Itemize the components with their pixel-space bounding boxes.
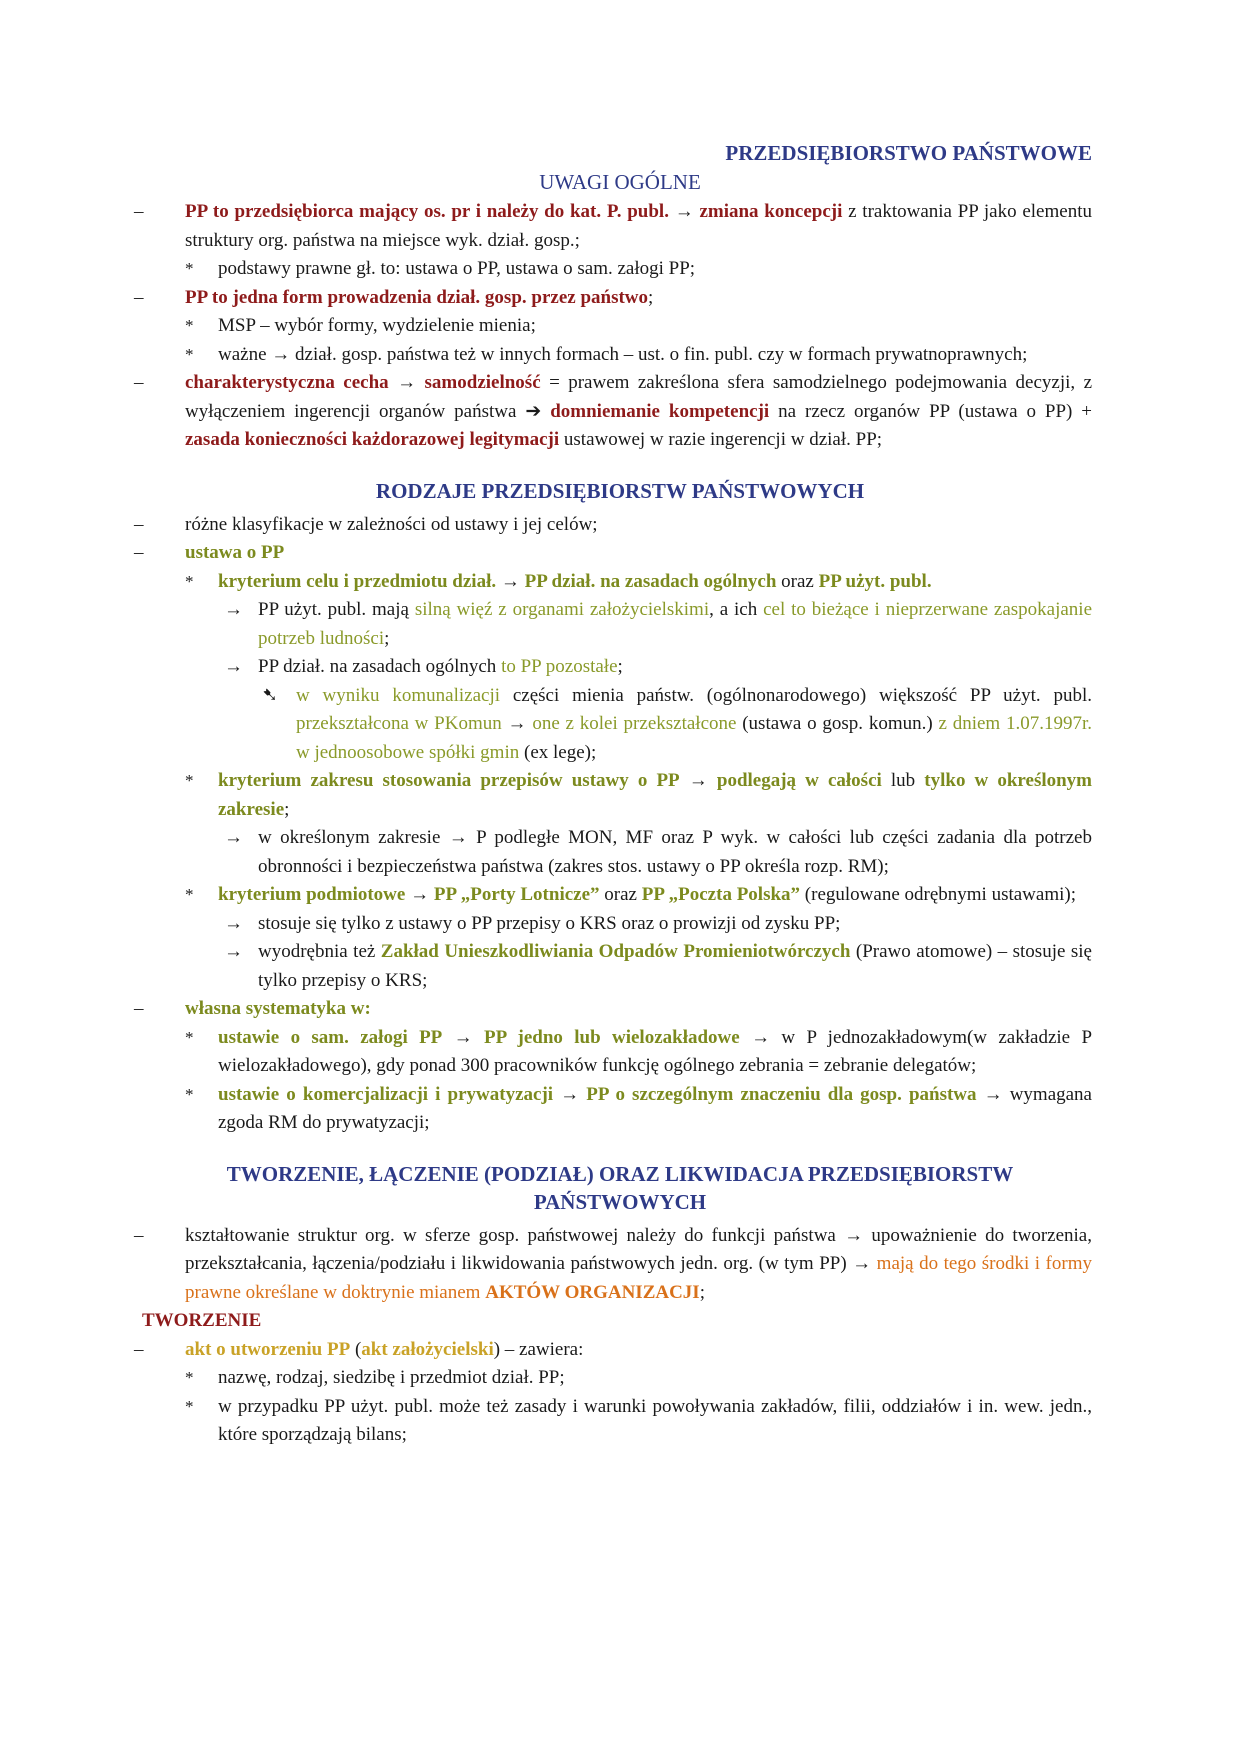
highlight: one z kolei przekształcone [532, 713, 737, 734]
list-item [148, 824, 1092, 881]
dash-bullet: – [134, 542, 144, 563]
text: ; [699, 1281, 705, 1303]
bold-term: PP „Porty Lotnicze” [433, 884, 600, 905]
highlight: z dniem 1.07.1997r. w jednoosobowe spółki gmin [296, 713, 1093, 763]
list-item [148, 881, 1092, 910]
bold-term: PP to przedsiębiorca mający os. pr i należy do kat. P. publ. [185, 201, 669, 222]
arrow-bullet: → [224, 656, 243, 677]
bold-term: PP dział. na zasadach ogólnych [524, 570, 777, 592]
list-item [134, 511, 1092, 540]
text: na rzecz organów PP (ustawa o PP) + [769, 400, 1093, 422]
highlight: silną więź z organami założycielskimi [414, 599, 710, 620]
bold-term: podlegają w całości [716, 770, 882, 791]
heading-line: PAŃSTWOWYCH [533, 1189, 707, 1214]
bent-arrow-icon: ➷ [262, 684, 278, 706]
highlight: to PP pozostałe [501, 656, 618, 677]
text: ustawowej w razie ingerencji w dział. PP; [559, 429, 883, 450]
text: podstawy prawne gł. to: ustawa o PP, ustawa o sam. załogi PP; [218, 258, 696, 279]
subheading-row [142, 1307, 1092, 1336]
list-item [148, 312, 1092, 341]
text: (ex lege); [519, 741, 597, 763]
highlight: cel to bieżące i nieprzerwane zaspokajanie potrzeb ludności [258, 599, 1092, 649]
text: ; [648, 286, 654, 308]
star-bullet: * [185, 771, 194, 790]
bold-term: ustawie o komercjalizacji i prywatyzacji [218, 1083, 554, 1105]
bold-term: własna systematyka w: [185, 998, 371, 1019]
document-title: PRZEDSIĘBIORSTWO PAŃSTWOWE [725, 141, 1092, 165]
text: (regulowane odrębnymi ustawami); [800, 884, 1076, 905]
arrow: → [668, 201, 700, 222]
text: z traktowania PP jako elementu struktury org. państwa na miejsce wyk. dział. gosp.; [185, 201, 1092, 251]
text: ; [284, 798, 290, 820]
list-item [134, 1222, 1092, 1308]
text: części mienia państw. (ogólnonarodowego) większość PP użyt. publ. [500, 684, 1092, 706]
list-item [134, 539, 1092, 568]
dash-bullet: – [134, 286, 144, 308]
text: PP dział. na zasadach ogólnych [258, 656, 502, 677]
dash-bullet: – [134, 1338, 144, 1360]
text: oraz [776, 570, 819, 592]
arrow: → [553, 1083, 587, 1105]
list-item [134, 1336, 1092, 1365]
bold-term: ustawie o sam. załogi PP [218, 1026, 443, 1048]
text: ; [617, 656, 623, 677]
arrow: → [496, 570, 525, 592]
arrow: → [405, 884, 434, 905]
list-item [134, 369, 1093, 455]
text: nazwę, rodzaj, siedzibę i przedmiot dział. PP; [218, 1367, 565, 1388]
text: ; [384, 627, 390, 649]
arrow-bullet: → [224, 599, 243, 620]
text: MSP – wybór formy, wydzielenie mienia; [218, 315, 536, 336]
dash-bullet: – [134, 372, 144, 393]
arrow: → [388, 372, 425, 393]
list-item [148, 1393, 1092, 1450]
bold-term: akt o utworzeniu PP [185, 1338, 351, 1360]
bold-term: kryterium celu i przedmiotu dział. [218, 570, 497, 592]
bold-term: charakterystyczna cecha [185, 372, 389, 393]
list-item [148, 255, 1092, 284]
list-item [134, 284, 1092, 313]
star-bullet: * [185, 1027, 194, 1047]
bold-term: PP to jedna form prowadzenia dział. gosp. przez państwo [185, 286, 649, 308]
bold-arrow-icon: ➔ [525, 400, 542, 422]
bold-term: zmiana koncepcji [699, 201, 843, 222]
star-bullet: * [185, 1368, 194, 1387]
list-item [134, 995, 1092, 1024]
bold-term: PP o szczególnym znaczeniu dla gosp. państwa [586, 1083, 977, 1105]
dash-bullet: – [134, 1224, 144, 1246]
highlight: w wyniku komunalizacji [296, 684, 501, 706]
bold-term: Zakład Unieszkodliwiania Odpadów Promieniotwórczych [380, 941, 851, 962]
text: w określonym zakresie → P podległe MON, MF oraz P wyk. w całości lub części zadania dla potrzeb obronności i bezpieczeństwa państwa (zakres stos. ustawy o PP określa rozp. RM); [258, 827, 1092, 877]
text: (Prawo atomowe) – stosuje się tylko przepisy o KRS; [258, 941, 1092, 991]
list-item [148, 1364, 1092, 1393]
list-item [148, 568, 1092, 597]
arrow: → [501, 713, 533, 734]
text: (ustawa o gosp. komun.) [736, 713, 939, 734]
text: różne klasyfikacje w zależności od ustawy i jej celów; [185, 513, 598, 535]
text: oraz [599, 884, 642, 905]
bold-term: samodzielność [424, 372, 541, 393]
list-item [148, 910, 1092, 939]
dash-bullet: – [134, 201, 144, 222]
text: ( [350, 1338, 362, 1360]
list-item [134, 198, 1092, 255]
text: stosuje się tylko z ustawy o PP przepisy o KRS oraz o prowizji od zysku PP; [258, 912, 841, 934]
section-heading-uwagi: UWAGI OGÓLNE [539, 170, 701, 194]
text: ) – zawiera: [493, 1338, 584, 1360]
text: kształtowanie struktur org. w sferze gosp. państwowej należy do funkcji państwa → upoważnienie do tworzenia, przekształcania, łączenia/podziału i likwidowania państwowych jedn. org. (w tym PP) → [185, 1224, 1092, 1274]
bold-term: ustawa o PP [185, 542, 285, 563]
list-item [148, 682, 1092, 768]
text: → w P jednozakładowym(w zakładzie P wielozakładowego), gdy ponad 300 pracowników funkcję ogólnego zebrania = zebranie delegatów; [218, 1026, 1093, 1076]
bold-term: PP „Poczta Polska” [641, 884, 801, 905]
star-bullet: * [185, 1396, 194, 1416]
highlight: mają do tego środki i formy prawne określane w doktrynie mianem [185, 1253, 1092, 1303]
arrow-bullet: → [224, 827, 243, 848]
list-item [148, 938, 1092, 995]
text: → wymagana zgoda RM do prywatyzacji; [218, 1083, 1092, 1133]
star-bullet: * [185, 1084, 194, 1104]
text: wyodrębnia też [258, 941, 381, 962]
text: = prawem zakreślona sfera samodzielnego podejmowania decyzji, z wyłączeniem ingerencji organów państwa [185, 372, 1093, 422]
list-item [148, 1081, 1092, 1138]
text: lub [881, 770, 925, 791]
bold-term: akt założycielski [361, 1338, 494, 1360]
dash-bullet: – [134, 513, 144, 535]
document-page [134, 138, 1093, 1450]
highlight: przekształcona w PKomun [296, 713, 502, 734]
bold-term: tylko w określonym zakresie [218, 770, 1093, 820]
heading-line: TWORZENIE, ŁĄCZENIE (PODZIAŁ) ORAZ LIKWIDACJA PRZEDSIĘBIORSTW [226, 1161, 1014, 1186]
bold-term: PP użyt. publ. [818, 570, 932, 592]
text: , a ich [709, 599, 764, 620]
arrow: → [679, 770, 717, 791]
bold-term: AKTÓW ORGANIZACJI [485, 1281, 700, 1303]
list-item [148, 341, 1092, 370]
text: PP użyt. publ. mają [258, 599, 415, 620]
star-bullet: * [185, 571, 194, 591]
arrow-bullet: → [224, 912, 243, 934]
list-item [148, 653, 1092, 682]
bold-term: PP jedno lub wielozakładowe [483, 1026, 740, 1048]
bold-term: zasada konieczności każdorazowej legitymacji [185, 429, 560, 450]
bold-term: kryterium zakresu stosowania przepisów ustawy o PP [218, 770, 680, 791]
section-heading-tworzenie [148, 1160, 1092, 1216]
star-bullet: * [185, 885, 194, 904]
bold-term: kryterium podmiotowe [218, 884, 406, 905]
list-item [148, 767, 1092, 824]
star-bullet: * [185, 316, 194, 335]
text: ważne → dział. gosp. państwa też w innych formach – ust. o fin. publ. czy w formach prywatnoprawnych; [218, 343, 1028, 365]
star-bullet: * [185, 344, 194, 364]
subheading-tworzenie: TWORZENIE [142, 1310, 262, 1331]
dash-bullet: – [134, 998, 144, 1019]
section-heading-rodzaje: RODZAJE PRZEDSIĘBIORSTW PAŃSTWOWYCH [375, 478, 865, 503]
bold-term: domniemanie kompetencji [550, 400, 770, 422]
star-bullet: * [185, 259, 194, 278]
arrow: → [442, 1026, 484, 1048]
text: w przypadku PP użyt. publ. może też zasady i warunki powoływania zakładów, filii, oddziałów i in. wew. jedn., które sporządzają bilans; [218, 1395, 1092, 1445]
list-item [148, 1024, 1092, 1081]
list-item [148, 596, 1092, 653]
arrow-bullet: → [224, 941, 243, 962]
